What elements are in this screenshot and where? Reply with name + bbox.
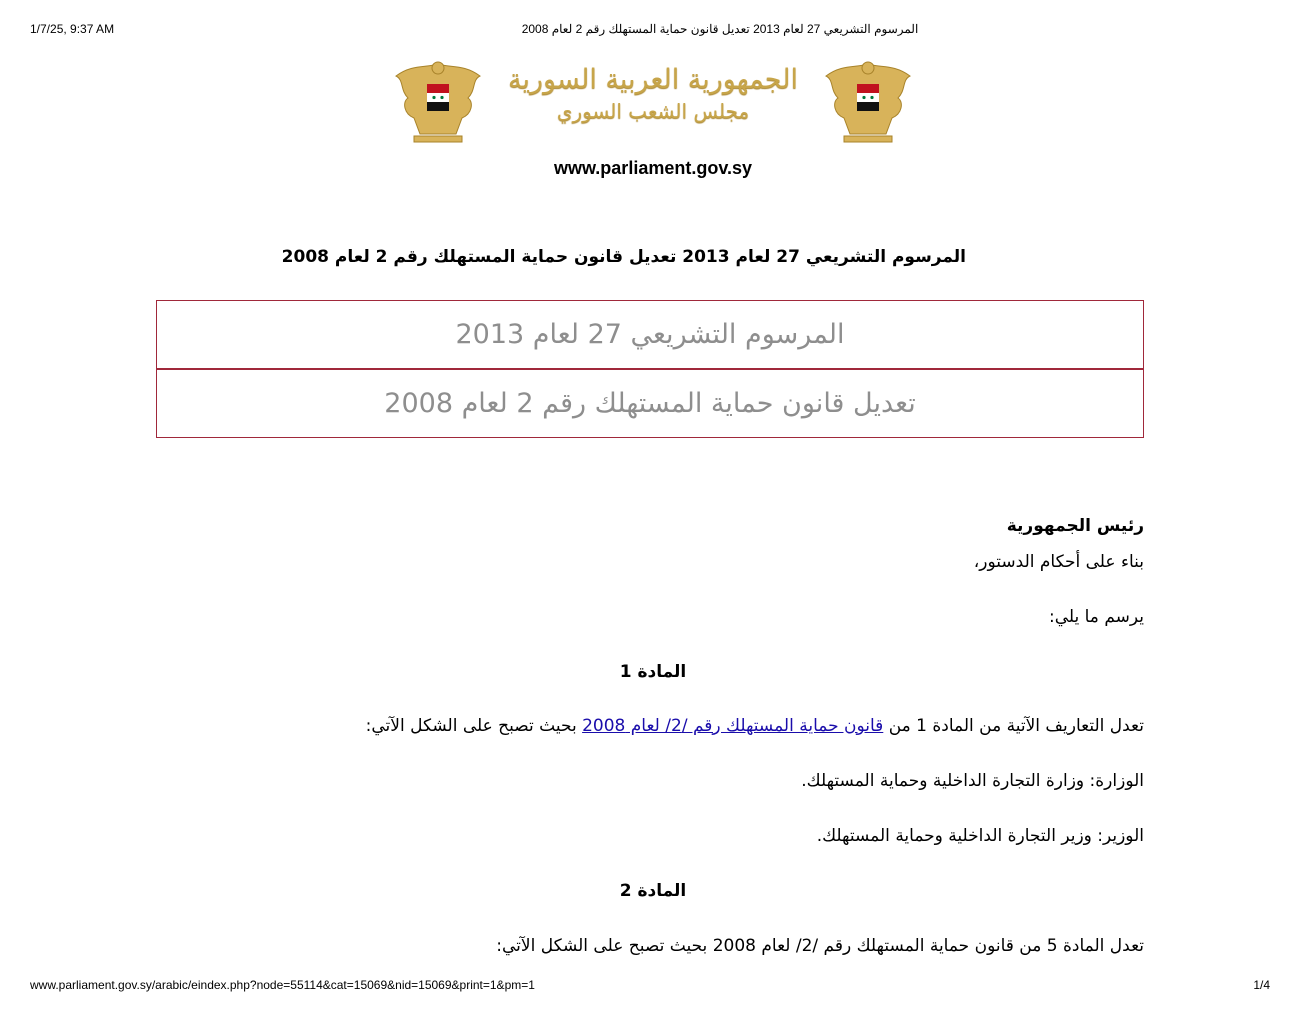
eagle-emblem-icon <box>390 54 486 146</box>
eagle-emblem-icon <box>820 54 916 146</box>
page-number: 1/4 <box>1253 978 1270 992</box>
decrees-following: يرسم ما يلي: <box>1048 607 1144 627</box>
site-url: www.parliament.gov.sy <box>553 158 753 178</box>
print-datetime: 1/7/25, 9:37 AM <box>30 22 115 36</box>
article-1-text <box>158 716 1144 736</box>
article-1-text-start: تعدل التعاريف الآتية من المادة 1 من <box>888 716 1144 736</box>
article-1-title: المادة 1 <box>619 662 687 682</box>
document-heading: المرسوم التشريعي 27 لعام 2013 تعديل قانون حماية المستهلك رقم 2 لعام 2008 <box>281 247 966 267</box>
definition-ministry: الوزارة: وزارة التجارة الداخلية وحماية المستهلك. <box>801 771 1144 791</box>
banner-country-name: الجمهورية العربية السورية <box>508 64 798 95</box>
banner-parliament-name: مجلس الشعب السوري <box>556 99 750 123</box>
consumer-protection-law-link[interactable]: قانون حماية المستهلك رقم /2/ لعام 2008 <box>582 716 884 736</box>
parliament-banner <box>380 50 926 150</box>
based-on-constitution: بناء على أحكام الدستور، <box>973 552 1144 572</box>
article-2-text: تعدل المادة 5 من قانون حماية المستهلك رقم /2/ لعام 2008 بحيث تصبح على الشكل الآتي: <box>496 936 1144 956</box>
title-box-decree: المرسوم التشريعي 27 لعام 2013 <box>455 319 845 350</box>
article-1-text-end: بحيث تصبح على الشكل الآتي: <box>365 716 577 736</box>
president-label: رئيس الجمهورية <box>1006 516 1144 536</box>
print-page-title: المرسوم التشريعي 27 لعام 2013 تعديل قانون حماية المستهلك رقم 2 لعام 2008 <box>521 22 919 36</box>
banner-title <box>480 64 826 123</box>
definition-minister: الوزير: وزير التجارة الداخلية وحماية المستهلك. <box>816 826 1144 846</box>
title-box-subject: تعديل قانون حماية المستهلك رقم 2 لعام 2008 <box>157 368 1143 437</box>
print-footer-url: www.parliament.gov.sy/arabic/eindex.php?node=55114&cat=15069&nid=15069&print=1&pm=1 <box>30 978 535 992</box>
article-2-title: المادة 2 <box>619 881 687 901</box>
title-box <box>156 300 1144 438</box>
